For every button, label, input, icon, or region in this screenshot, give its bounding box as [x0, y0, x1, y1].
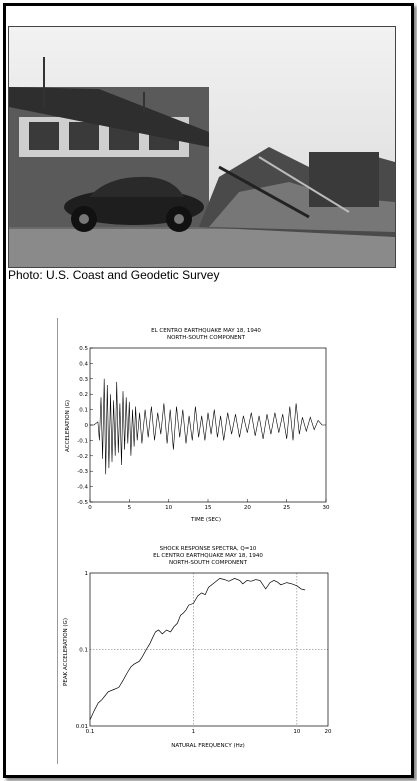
chart1-ytick-label: -0.4 — [77, 484, 88, 491]
chart1-ytick-label: 0.2 — [79, 392, 88, 399]
chart1-ylabel: ACCELERATION (G) — [65, 399, 71, 453]
chart2-title: SHOCK RESPONSE SPECTRA, Q=10 — [159, 546, 257, 552]
photo-credit: Photo: U.S. Coast and Geodetic Survey — [8, 268, 220, 282]
chart2-xlabel: NATURAL FREQUENCY (Hz) — [171, 743, 245, 749]
chart2-ytick-label: 0.1 — [79, 647, 88, 654]
chart1-ytick-label: 0.1 — [79, 407, 88, 414]
chart1-ytick-label: -0.5 — [77, 500, 88, 506]
chart1-xtick-label: 20 — [243, 505, 251, 511]
chart1-xtick-label: 5 — [127, 505, 132, 511]
chart2-subtitle2: NORTH-SOUTH COMPONENT — [168, 560, 248, 566]
chart1-xtick-label: 25 — [283, 505, 291, 511]
acceleration-time-history-chart — [58, 322, 348, 527]
chart1-xtick-label: 15 — [204, 505, 212, 511]
earthquake-damage-photo — [8, 26, 396, 268]
chart1-xlabel: TIME (SEC) — [190, 517, 222, 523]
chart1-xtick-label: 0 — [88, 505, 92, 511]
chart2-xtick-label: 0.1 — [85, 729, 95, 735]
chart2-series-line — [90, 578, 305, 720]
shock-response-spectra-chart — [58, 540, 348, 755]
chart2-xtick-label: 10 — [293, 729, 301, 735]
chart1-series-line — [90, 379, 326, 475]
chart1-ytick-label: 0.3 — [79, 376, 88, 383]
chart2-xtick-label: 1 — [191, 729, 196, 735]
chart1-xtick-label: 30 — [322, 505, 330, 511]
chart1-ytick-label: 0 — [84, 423, 88, 429]
chart1-ytick-label: -0.1 — [77, 438, 88, 445]
chart1-xtick-label: 10 — [165, 505, 173, 511]
chart2-ytick-label: 1 — [84, 571, 88, 577]
chart1-ytick-label: -0.3 — [77, 469, 88, 476]
chart2-subtitle: EL CENTRO EARTHQUAKE MAY 18, 1940 — [153, 553, 263, 559]
chart2-xtick-label: 20 — [324, 729, 332, 735]
chart1-ytick-label: 0.4 — [79, 361, 88, 368]
chart2-ytick-label: 0.01 — [75, 724, 88, 730]
chart1-ytick-label: -0.2 — [77, 453, 88, 460]
chart2-ylabel: PEAK ACCELERATION (G) — [63, 618, 69, 686]
chart1-subtitle: NORTH-SOUTH COMPONENT — [166, 335, 246, 341]
chart1-title: EL CENTRO EARTHQUAKE MAY 18, 1940 — [151, 328, 261, 334]
chart1-ytick-label: 0.5 — [79, 346, 88, 352]
